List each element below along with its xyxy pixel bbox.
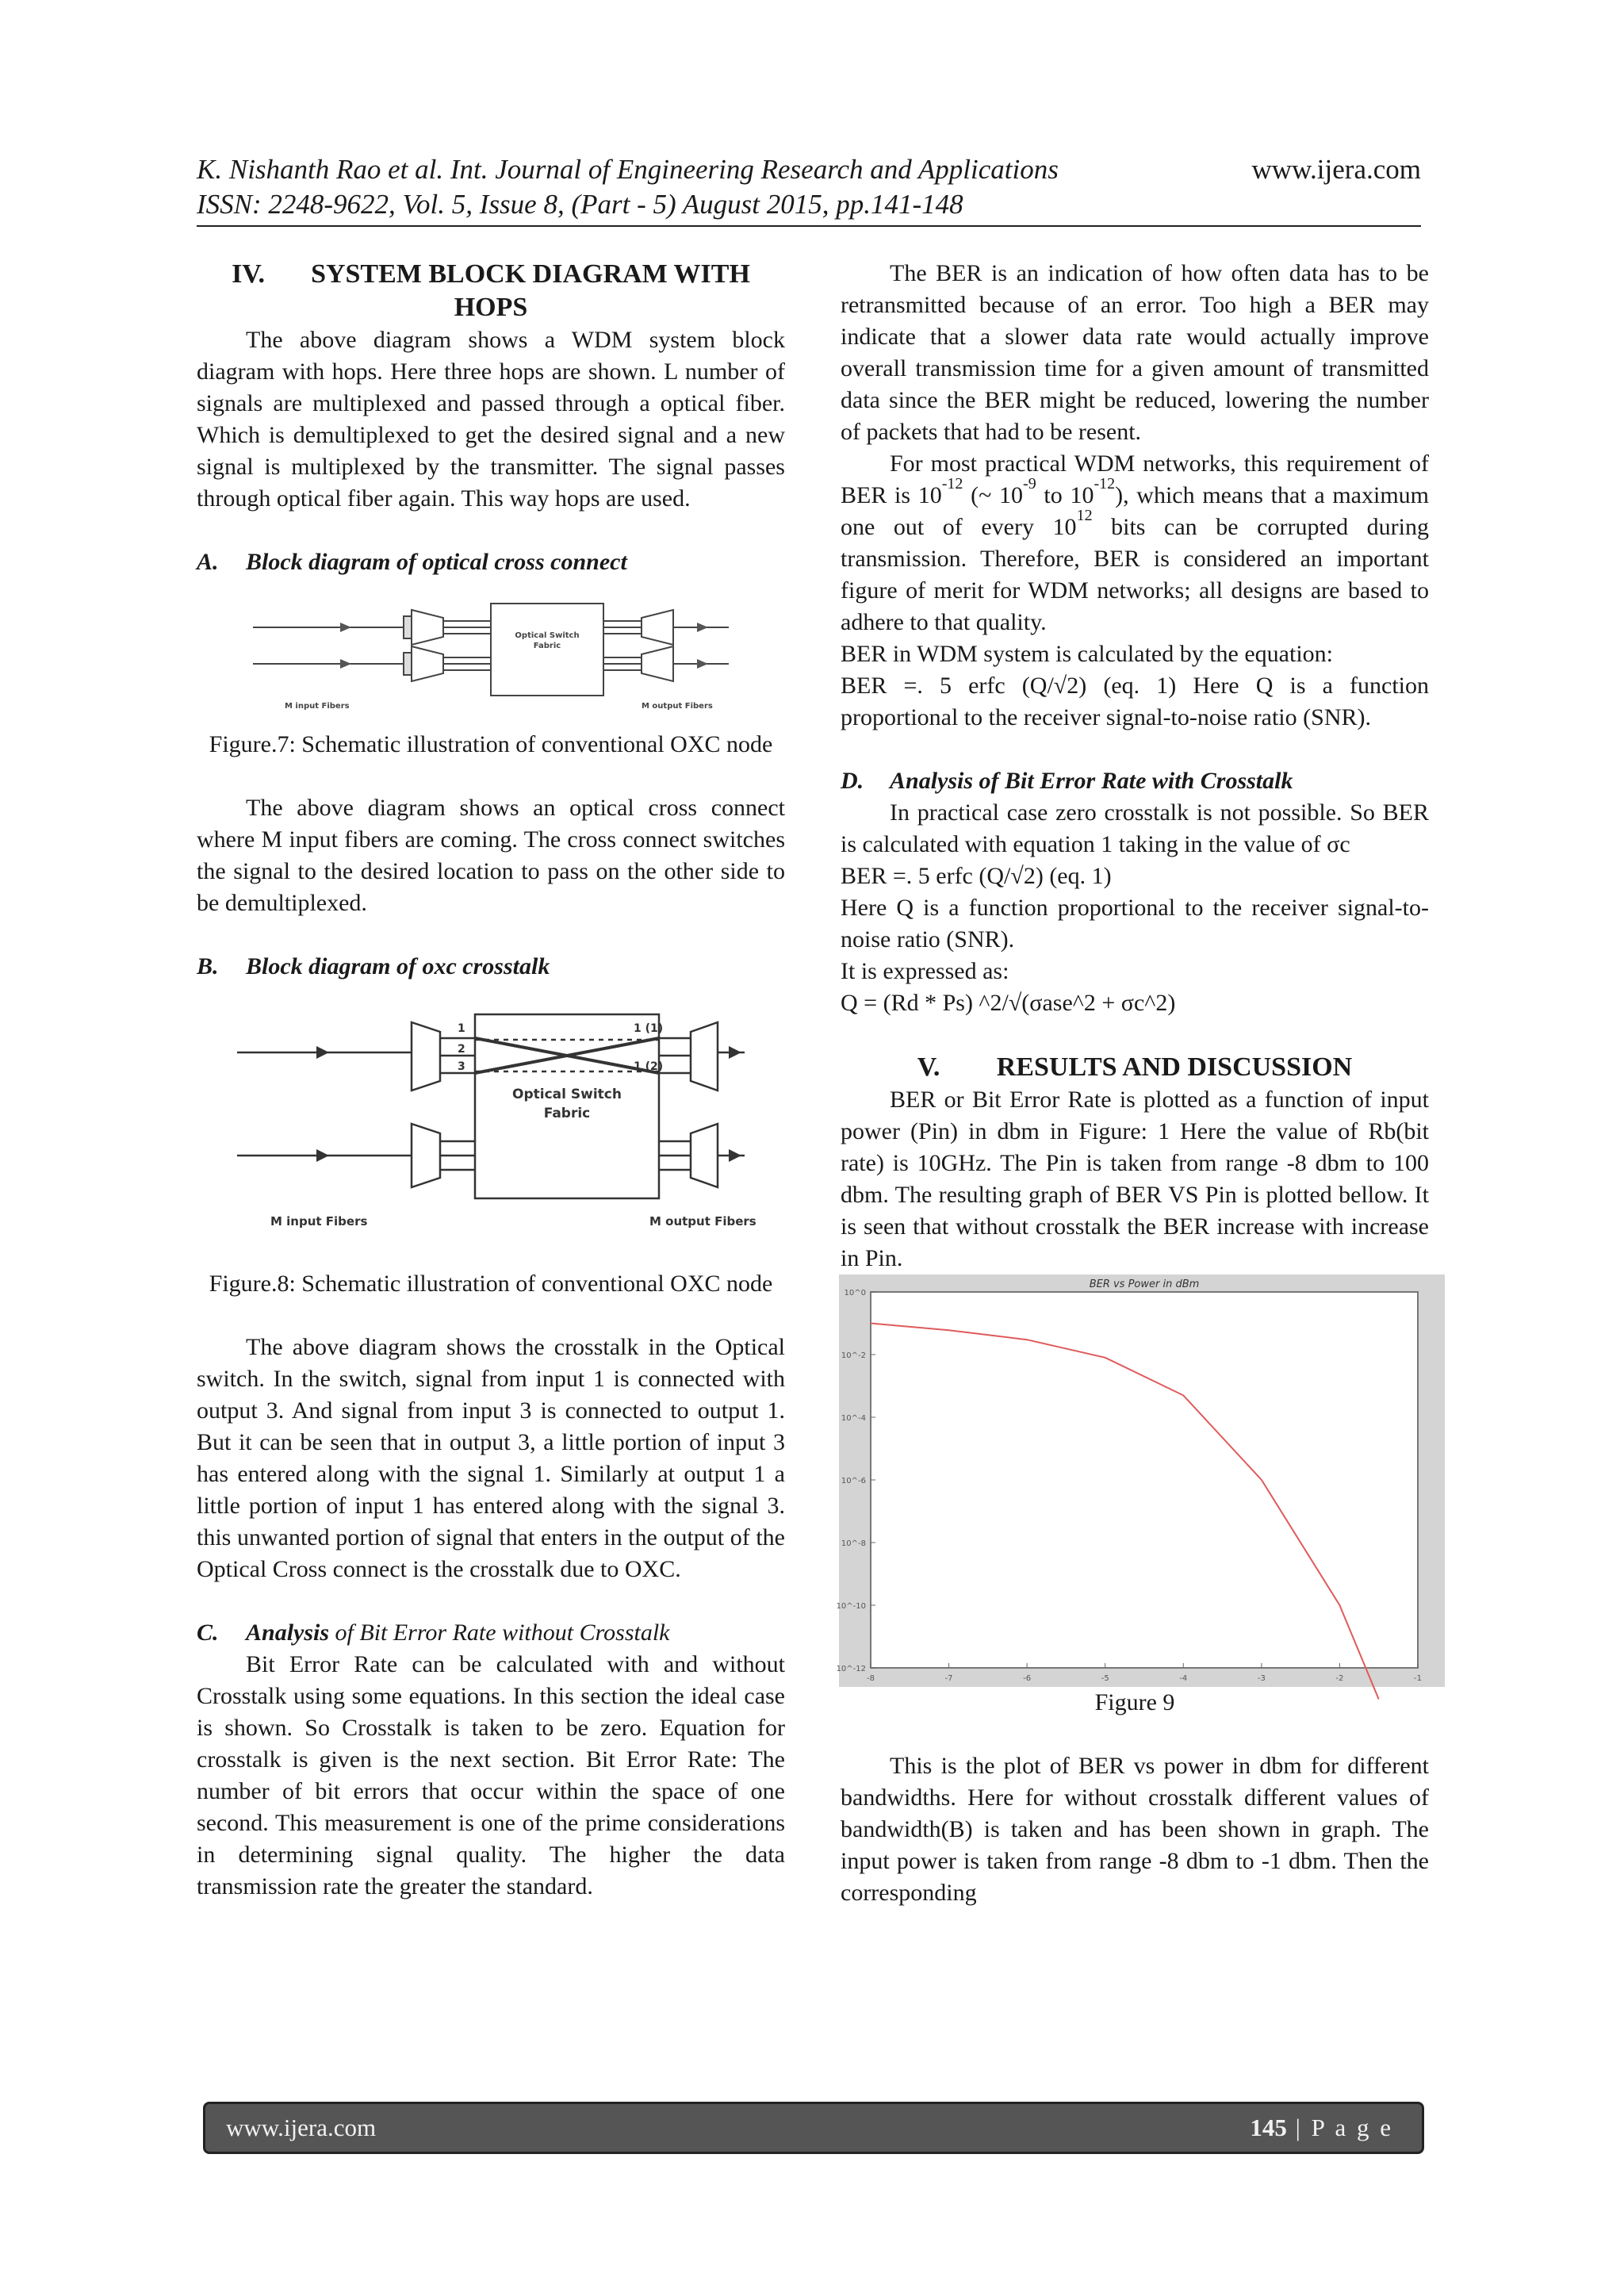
subsection-d-q-text: Here Q is a function proportional to the receiver signal-to-noise ratio (SNR). (841, 895, 1429, 953)
subsection-a-heading: A. Block diagram of optical cross connect (197, 549, 627, 575)
subsection-d-formula: Q = (Rd * Ps) ^2/√(σase^2 + σc^2) (841, 990, 1176, 1016)
fig8-output-2: 1 (2) (634, 1060, 664, 1073)
page-number: 145 (1250, 2114, 1287, 2141)
y-tick-label: 10^-10 (836, 1602, 866, 1611)
figure-8-diagram (237, 999, 756, 1236)
fig8-input-3: 3 (458, 1060, 465, 1073)
header-website: www.ijera.com (1251, 154, 1421, 185)
crosstalk-paragraph: The above diagram shows the crosstalk in the Optical switch. In the switch, signal from input 1 is connected with output 3. And signal from input 3 is connected to output 1. But it can be seen that in output 3, a little portion of input 3 has entered along with the signal 1. Similarly at output 1 a little portion of input 1 has entered along with the signal 3. this unwanted portion of signal that enters in the output of the Optical Cross connect is the crosstalk due to OXC. (197, 1334, 785, 1582)
page-word: P a g e (1311, 2114, 1393, 2141)
equation-line: BER =. 5 erfc (Q/√2) (eq. 1) Here Q is a function proportional to the receiver signal-to-noise ratio (SNR). (841, 673, 1429, 730)
x-tick-label: -5 (1101, 1674, 1109, 1683)
fig8-switch-label-2: Fabric (543, 1106, 591, 1121)
y-tick-label: 10^-6 (841, 1477, 866, 1485)
section-5-number: V. (917, 1052, 940, 1082)
section-5-paragraph: BER or Bit Error Rate is plotted as a function of input power (Pin) in dbm in Figure: 1 Here the value of Rb(bit rate) is 10GHz. The Pin is taken from range -8 dbm to 100 dbm. The resulting graph of BER VS Pin is plotted bellow. It is seen that without crosstalk the BER increase with increase in Pin. (841, 1087, 1429, 1271)
subsection-c-paragraph: Bit Error Rate can be calculated with and without Crosstalk using some equations. In this section the ideal case is shown. So Crosstalk is taken to be zero. Equation for crosstalk is given is the next section. Bit Error Rate: The number of bit errors that occur within the space of one second. This measurement is one of the prime considerations in determining signal quality. The higher the data transmission rate the greater the standard. (197, 1651, 785, 1899)
y-tick-label: 10^-12 (836, 1665, 866, 1673)
section-number: IV. (232, 259, 265, 289)
left-column (197, 258, 785, 1903)
x-tick-label: -1 (1414, 1674, 1422, 1683)
footer-website: www.ijera.com (226, 2114, 377, 2141)
fig8-input-1: 1 (458, 1022, 465, 1035)
figure-9-caption: Figure 9 (1094, 1689, 1175, 1715)
oxc-paragraph: The above diagram shows an optical cross connect where M input fibers are coming. The cross connect switches the signal to the desired location to pass on the other side to be demultiplexed. (197, 795, 785, 916)
section-4-paragraph: The above diagram shows a WDM system block diagram with hops. Here three hops are shown. L number of signals are multiplexed and passed through a optical fiber. Which is demultiplexed to get the desired signal and a new signal is multiplexed by the transmitter. The signal passes through optical fiber again. This way hops are used. (197, 327, 785, 512)
journal-line: K. Nishanth Rao et al. Int. Journal of Engineering Research and Applications (197, 154, 1059, 185)
figure-7-caption: Figure.7: Schematic illustration of conventional OXC node (209, 731, 773, 757)
section-title-b: HOPS (454, 293, 528, 322)
subsection-d-paragraph: In practical case zero crosstalk is not possible. So BER is calculated with equation 1 taking in the value of σc (841, 799, 1429, 857)
section-4-heading (197, 258, 785, 324)
subsection-d-expressed: It is expressed as: (841, 958, 1009, 984)
fig8-input-2: 2 (458, 1043, 465, 1056)
y-tick-label: 10^-8 (841, 1539, 866, 1548)
figure-7-diagram (253, 594, 729, 713)
fig7-input-label: M input Fibers (285, 702, 350, 711)
figure-8-caption: Figure.8: Schematic illustration of conventional OXC node (209, 1271, 773, 1297)
fig7-switch-label-2: Fabric (533, 642, 561, 650)
subsection-b-heading: B. Block diagram of oxc crosstalk (197, 953, 550, 979)
fig8-input-label: M input Fibers (270, 1214, 368, 1228)
equation-intro: BER in WDM system is calculated by the equation: (841, 641, 1334, 667)
section-title-a: SYSTEM BLOCK DIAGRAM WITH (311, 259, 750, 289)
fig8-output-1: 1 (1) (634, 1022, 664, 1035)
subsection-d-heading: D. Analysis of Bit Error Rate with Crosstalk (841, 768, 1293, 794)
section-5-title: RESULTS AND DISCUSSION (996, 1052, 1353, 1082)
figure-9-chart (836, 1274, 1445, 1687)
final-paragraph: This is the plot of BER vs power in dbm for different bandwidths. Here for without crosstalk different values of bandwidth(B) is taken and has been shown in graph. The input power is taken from range -8 dbm to -1 dbm. Then the corresponding (841, 1753, 1429, 1906)
ber-chart-svg (836, 1274, 1445, 1687)
fig8-switch-label-1: Optical Switch (512, 1087, 622, 1102)
subsection-c-heading: C. Analysis of Bit Error Rate without Crosstalk (197, 1619, 670, 1646)
page-number-label: 145 | P a g e (1250, 2114, 1393, 2141)
x-tick-label: -3 (1257, 1674, 1266, 1683)
x-tick-label: -4 (1179, 1674, 1188, 1683)
issn-line: ISSN: 2248-9622, Vol. 5, Issue 8, (Part - 5) August 2015, pp.141-148 (197, 189, 963, 220)
chart-title: BER vs Power in dBm (1089, 1278, 1200, 1290)
y-tick-label: 10^0 (844, 1289, 866, 1297)
fig7-switch-label-1: Optical Switch (515, 631, 580, 640)
running-header (197, 152, 1421, 227)
right-column (836, 258, 1430, 1909)
fig7-output-label: M output Fibers (642, 702, 713, 711)
ber-paragraph: The BER is an indication of how often data has to be retransmitted because of an error. Too high a BER may indicate that a slower data rate would actually improve overall transmission time for a given amount of transmitted data since the BER might be reduced, lowering the number of packets that had to be resent. (841, 260, 1429, 445)
fig8-output-label: M output Fibers (649, 1214, 756, 1228)
x-tick-label: -8 (867, 1674, 875, 1683)
wdm-requirement-paragraph: For most practical WDM networks, this requirement of BER is $10^{-12}$ (~ $10^{-9}$ to $10^{-12}$), which means that a maximum one out of every $10^{12}$ bits can be corrupted during transmission. Therefore, BER is considered an important figure of merit for WDM networks; all designs are based to adhere to that quality. (841, 450, 1430, 635)
x-tick-label: -7 (944, 1674, 953, 1683)
chart-plot-area (871, 1292, 1418, 1668)
x-tick-label: -2 (1335, 1674, 1344, 1683)
subsection-d-equation: BER =. 5 erfc (Q/√2) (eq. 1) (841, 863, 1112, 889)
y-tick-label: 10^-2 (841, 1351, 866, 1360)
x-tick-label: -6 (1023, 1674, 1032, 1683)
page-footer (203, 2102, 1424, 2154)
y-tick-label: 10^-4 (841, 1414, 866, 1423)
section-5-heading (841, 1051, 1429, 1084)
